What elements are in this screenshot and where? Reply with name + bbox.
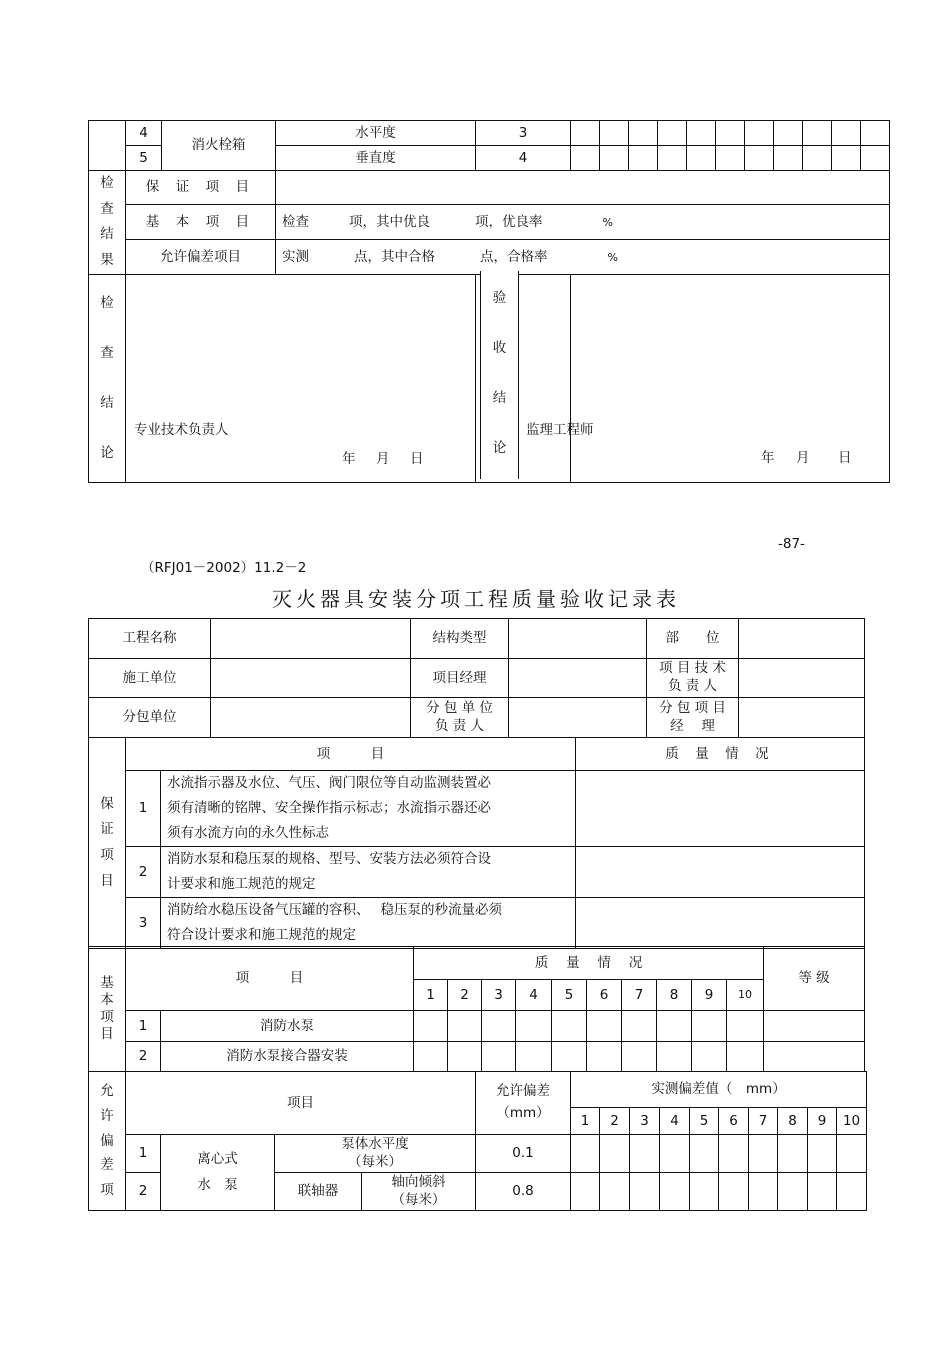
check-item: 垂直度 (276, 146, 476, 171)
guarantee-label: 保 证 项 目 (89, 738, 126, 949)
col-number: 2 (600, 1108, 630, 1135)
check-conclusion-area (126, 274, 476, 482)
allow-items-label: 允许偏差项目 (126, 239, 276, 274)
col-quality-header: 质 量 情 况 (414, 947, 764, 980)
sub-manager-label: 分 包 项 目 经 理 (647, 698, 739, 738)
table-row (89, 1011, 865, 1042)
guarantee-item-text: 消防水泵和稳压泵的规格、型号、安装方法必须符合设 计要求和施工规范的规定 (161, 847, 576, 898)
tolerance-value: 0.1 (476, 1135, 571, 1173)
table-row (89, 1042, 865, 1072)
date-day: 日 (410, 450, 424, 467)
grade-field[interactable] (764, 1011, 865, 1042)
allow-item-name: 泵体水平度 （每米） (275, 1135, 476, 1173)
col-number: 7 (749, 1108, 778, 1135)
col-number: 1 (414, 980, 448, 1011)
col-item-header: 项 目 (126, 947, 414, 1011)
sub-head-field[interactable] (509, 698, 647, 738)
row-number: 3 (126, 898, 161, 949)
col-item-header: 项目 (126, 1072, 476, 1135)
col-number: 10 (837, 1108, 867, 1135)
col-number: 10 (727, 980, 764, 1011)
check-conclusion-label: 检 查 结 论 (89, 274, 126, 482)
result-label: 检 查 结 果 (89, 171, 126, 275)
row-number: 2 (126, 1042, 161, 1072)
sub-manager-field[interactable] (739, 698, 865, 738)
col-number: 2 (448, 980, 482, 1011)
tolerance-value: 3 (476, 121, 571, 146)
grade-field[interactable] (764, 1042, 865, 1072)
table-row (89, 239, 890, 274)
table-row (89, 898, 865, 949)
date-day: 日 (838, 450, 852, 466)
row-number: 1 (126, 1011, 161, 1042)
table-row (89, 121, 890, 146)
quality-field[interactable] (576, 847, 865, 898)
sub-head-label: 分 包 单 位 负 责 人 (411, 698, 509, 738)
col-number: 4 (660, 1108, 690, 1135)
guarantee-item-text: 消防给水稳压设备气压罐的容积、 稳压泵的秒流量必须 符合设计要求和施工规范的规定 (161, 898, 576, 949)
item-name: 消火栓箱 (162, 121, 276, 171)
row-number: 1 (126, 771, 161, 847)
table-row (89, 698, 865, 738)
col-number: 4 (516, 980, 552, 1011)
tech-head-field[interactable] (739, 659, 865, 698)
col-number: 5 (690, 1108, 719, 1135)
row-number: 4 (126, 121, 162, 146)
guarantee-table (88, 737, 865, 949)
row-number: 5 (126, 146, 162, 171)
coupling-label: 联轴器 (275, 1173, 362, 1211)
col-number: 7 (622, 980, 657, 1011)
row-number: 1 (126, 1135, 161, 1173)
construction-unit-label: 施工单位 (89, 659, 211, 698)
location-field[interactable] (739, 619, 865, 659)
allow-table (88, 1071, 867, 1211)
table-row (89, 619, 865, 659)
col-tolerance-header: 允许偏差 （mm） (476, 1072, 571, 1135)
accept-conclusion-label-overlay: 验 收 结 论 (480, 271, 519, 479)
basic-item-name: 消防水泵 (161, 1011, 414, 1042)
structure-type-field[interactable] (509, 619, 647, 659)
pump-group-label: 离心式 水 泵 (161, 1135, 275, 1211)
table-row (89, 1135, 867, 1173)
header-table (88, 618, 865, 738)
col-number: 6 (587, 980, 622, 1011)
supervisor-signature-label: 监理工程师 (526, 422, 594, 438)
project-manager-label: 项目经理 (411, 659, 509, 698)
table-row (89, 204, 890, 239)
col-quality-header: 质 量 情 况 (576, 738, 865, 771)
check-item: 水平度 (276, 121, 476, 146)
tech-head-signature-label: 专业技术负责人 (134, 421, 229, 438)
table-row (89, 771, 865, 847)
page-number: -87- (778, 536, 805, 552)
row-number: 2 (126, 847, 161, 898)
table-row (89, 738, 865, 771)
blank-cell (89, 121, 126, 171)
basic-item-name: 消防水泵接合器安装 (161, 1042, 414, 1072)
structure-type-label: 结构类型 (411, 619, 509, 659)
tolerance-value: 0.8 (476, 1173, 571, 1211)
guarantee-items-value (276, 171, 890, 205)
col-number: 3 (482, 980, 516, 1011)
form-title: 灭火器具安装分项工程质量验收记录表 (272, 587, 680, 611)
date-month: 月 (796, 450, 810, 466)
basic-items-summary: 检查 项，其中优良 项，优良率 % (276, 204, 890, 239)
project-name-field[interactable] (211, 619, 411, 659)
form-code: （RFJ01－2002）11.2－2 (141, 560, 307, 576)
col-number: 8 (657, 980, 692, 1011)
col-grade-header: 等 级 (764, 947, 865, 1011)
col-number: 6 (719, 1108, 749, 1135)
project-manager-field[interactable] (509, 659, 647, 698)
subcontract-unit-label: 分包单位 (89, 698, 211, 738)
table-row (89, 1072, 867, 1108)
construction-unit-field[interactable] (211, 659, 411, 698)
table-row (89, 847, 865, 898)
col-number: 9 (692, 980, 727, 1011)
row-number: 2 (126, 1173, 161, 1211)
tolerance-value: 4 (476, 146, 571, 171)
col-number: 3 (630, 1108, 660, 1135)
col-number: 5 (552, 980, 587, 1011)
project-name-label: 工程名称 (89, 619, 211, 659)
table-row (89, 171, 890, 205)
tech-head-label: 项 目 技 术 负 责 人 (647, 659, 739, 698)
guarantee-item-text: 水流指示器及水位、气压、阀门限位等自动监测装置必 须有清晰的铭牌、安全操作指示标志；水流指示器还必 须有水流方向的永久性标志 (161, 771, 576, 847)
quality-field[interactable] (576, 898, 865, 949)
basic-table (88, 946, 865, 1072)
subcontract-unit-field[interactable] (211, 698, 411, 738)
allow-item-name: 轴向倾斜 （每米） (362, 1173, 476, 1211)
basic-label: 基 本 项 目 (89, 947, 126, 1072)
col-item-header: 项 目 (126, 738, 576, 771)
col-number: 9 (808, 1108, 837, 1135)
col-number: 1 (571, 1108, 600, 1135)
table-row (89, 947, 865, 980)
allow-items-summary: 实测 点，其中合格 点，合格率 % (276, 239, 890, 274)
date-year: 年 (761, 450, 775, 466)
table-row (89, 659, 865, 698)
guarantee-items-label: 保 证 项 目 (126, 171, 276, 205)
basic-items-label: 基 本 项 目 (126, 204, 276, 239)
date-year: 年 (342, 450, 356, 467)
col-number: 8 (778, 1108, 808, 1135)
location-label: 部 位 (647, 619, 739, 659)
quality-field[interactable] (576, 771, 865, 847)
date-month: 月 (376, 450, 390, 467)
col-measured-header: 实测偏差值（ mm） (571, 1072, 867, 1108)
allow-label: 允 许 偏 差 项 (89, 1072, 126, 1211)
